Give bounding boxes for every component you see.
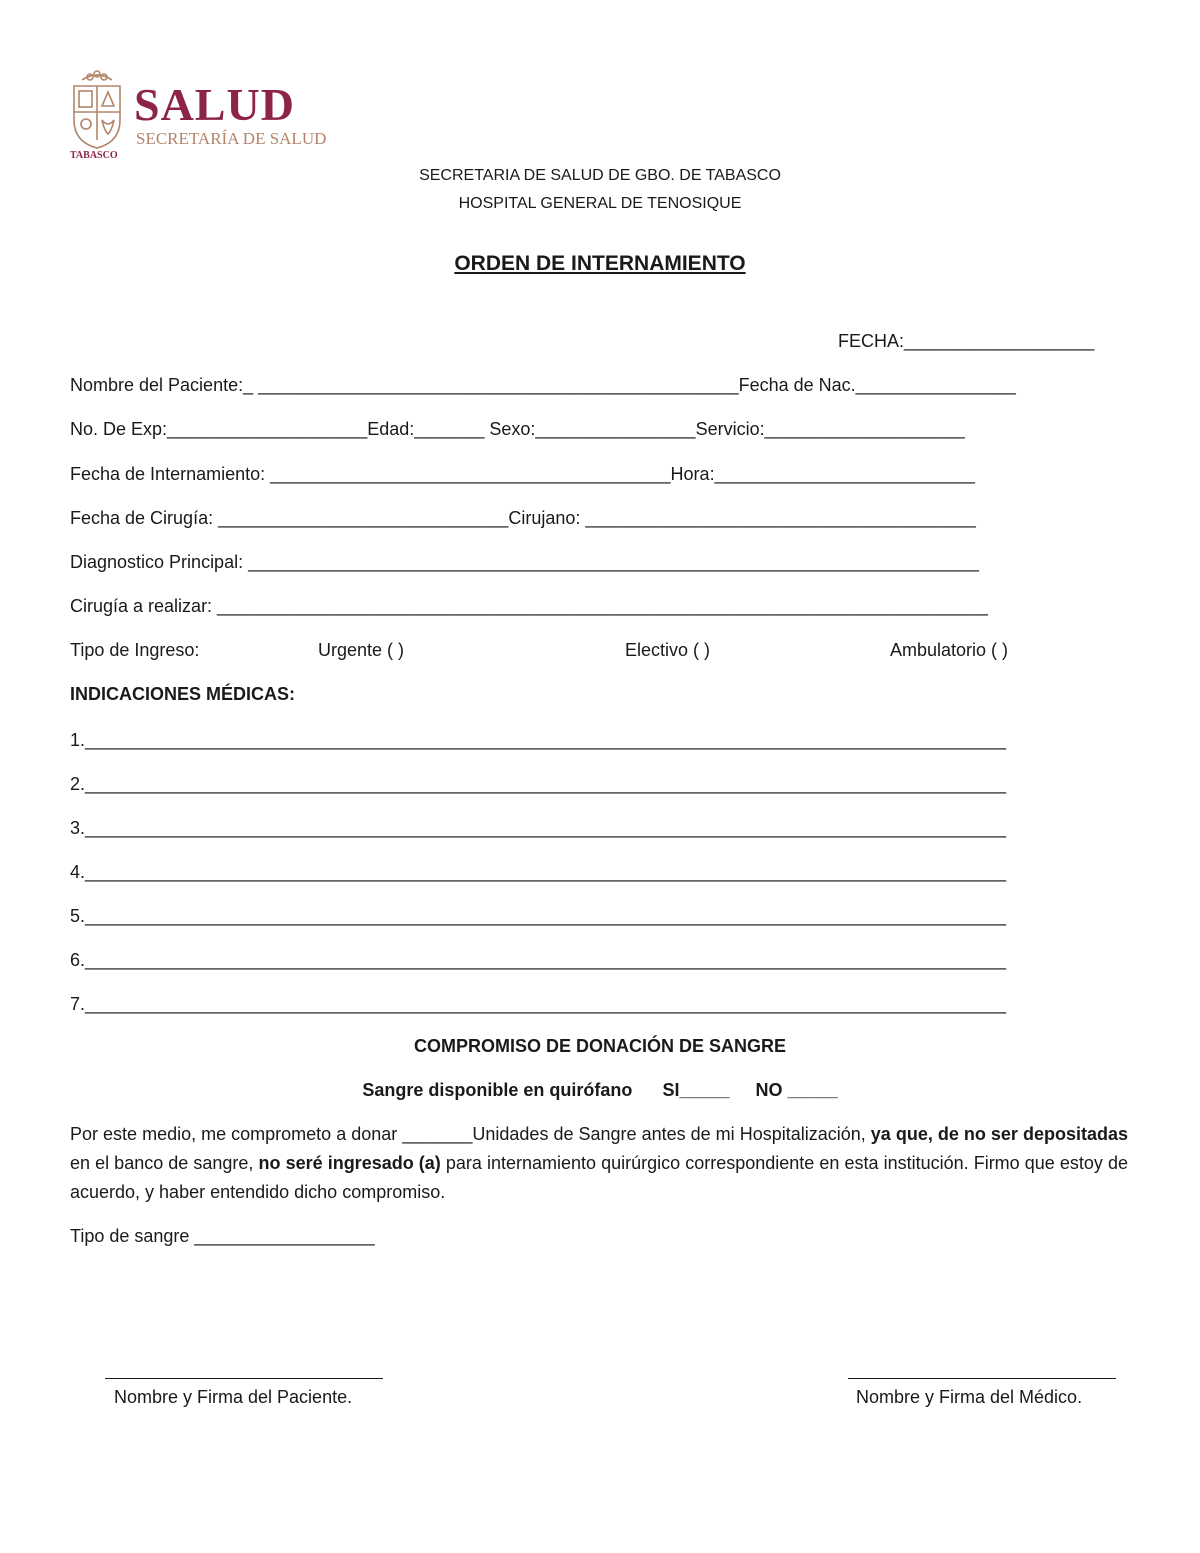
nombre-paciente-row[interactable]: Nombre del Paciente:_ ________________________________________________Fecha de Nac.________________ <box>70 375 1016 395</box>
fecha-cirugia-row[interactable]: Fecha de Cirugía: _____________________________Cirujano: _______________________________________ <box>70 508 976 528</box>
si-field[interactable]: SI_____ <box>662 1080 730 1100</box>
page-title: ORDEN DE INTERNAMIENTO <box>454 252 746 275</box>
sangre-disponible-row <box>0 1079 1200 1101</box>
tipo-sangre-field[interactable]: Tipo de sangre __________________ <box>70 1226 375 1246</box>
indicacion-line[interactable]: 5.____________________________________________________________________________________________ <box>70 906 1006 926</box>
electivo-checkbox[interactable]: Electivo ( ) <box>625 640 711 660</box>
firma-medico-line[interactable] <box>848 1378 1116 1379</box>
indicacion-line[interactable]: 4.____________________________________________________________________________________________ <box>70 862 1006 882</box>
donacion-heading: COMPROMISO DE DONACIÓN DE SANGRE <box>413 1036 787 1056</box>
brand-subtitle: SECRETARÍA DE SALUD <box>136 129 327 148</box>
firma-medico-label: Nombre y Firma del Médico. <box>856 1387 1083 1407</box>
institution-name: SECRETARIA DE SALUD DE GBO. DE TABASCO <box>419 167 781 184</box>
compromiso-text-5: para internamiento quirúrgico correspondiente en esta institución. Firmo que estoy de acuerdo, y haber entendido dicho compromiso. <box>70 1153 1128 1202</box>
cirugia-row[interactable]: Cirugía a realizar: _____________________________________________________________________________ <box>70 596 988 616</box>
brand-state: TABASCO <box>70 150 118 161</box>
compromiso-text-3: en el banco de sangre, <box>70 1153 259 1173</box>
no-field[interactable]: NO _____ <box>755 1080 838 1100</box>
fecha-field[interactable]: FECHA:___________________ <box>838 331 1095 351</box>
tabasco-coat-of-arms-icon <box>68 70 126 150</box>
fecha-internamiento-row[interactable]: Fecha de Internamiento: ________________________________________Hora:__________________________ <box>70 464 975 484</box>
firma-paciente-label: Nombre y Firma del Paciente. <box>114 1387 353 1407</box>
brand-name: SALUD <box>134 79 295 130</box>
tipo-ingreso-label: Tipo de Ingreso: <box>70 640 200 660</box>
salud-logo <box>68 70 338 165</box>
indicacion-line[interactable]: 6.____________________________________________________________________________________________ <box>70 950 1006 970</box>
diagnostico-row[interactable]: Diagnostico Principal: _________________________________________________________________________ <box>70 552 979 572</box>
indicacion-line[interactable]: 2.____________________________________________________________________________________________ <box>70 774 1006 794</box>
hospital-name: HOSPITAL GENERAL DE TENOSIQUE <box>458 195 742 212</box>
compromiso-text-4: no seré ingresado (a) <box>258 1153 441 1173</box>
expediente-row[interactable]: No. De Exp:____________________Edad:_______ Sexo:________________Servicio:____________________ <box>70 419 965 439</box>
compromiso-paragraph <box>70 1120 1128 1207</box>
urgente-checkbox[interactable]: Urgente ( ) <box>318 640 405 660</box>
indicacion-line[interactable]: 1.____________________________________________________________________________________________ <box>70 730 1006 750</box>
firma-paciente-line[interactable] <box>105 1378 383 1379</box>
compromiso-text-1: Por este medio, me comprometo a donar _______Unidades de Sangre antes de mi Hospitalización, <box>70 1124 871 1144</box>
ambulatorio-checkbox[interactable]: Ambulatorio ( ) <box>890 640 1009 660</box>
compromiso-text-2: ya que, de no ser depositadas <box>870 1124 1128 1144</box>
sangre-disponible-label: Sangre disponible en quirófano <box>362 1080 633 1100</box>
indicacion-line[interactable]: 7.____________________________________________________________________________________________ <box>70 994 1006 1014</box>
indicacion-line[interactable]: 3.____________________________________________________________________________________________ <box>70 818 1006 838</box>
indicaciones-heading: INDICACIONES MÉDICAS: <box>70 684 296 704</box>
